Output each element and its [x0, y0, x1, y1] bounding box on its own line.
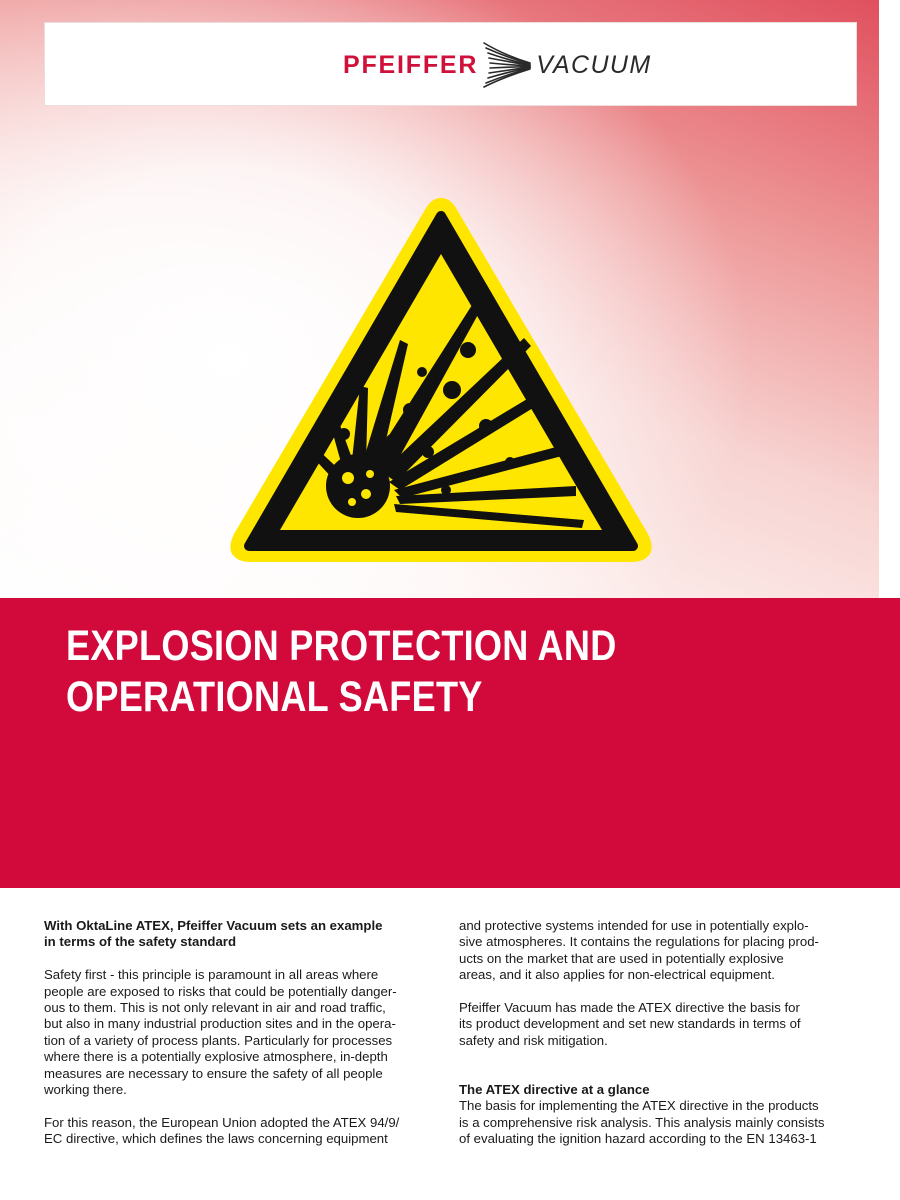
paragraph [44, 1115, 424, 1148]
text-line: is a comprehensive risk analysis. This analysis mainly consists [459, 1114, 825, 1130]
text-line: ous to them. This is not only relevant in air and road traffic, [44, 1000, 386, 1016]
text-line: sive atmospheres. It contains the regulations for placing prod- [459, 934, 819, 950]
logo-swoosh-icon [482, 41, 532, 89]
paragraph [459, 1000, 859, 1049]
text-line: and protective systems intended for use in potentially explo- [459, 918, 809, 933]
title-band [0, 598, 900, 888]
logo-word-vacuum: VACUUM [536, 50, 652, 79]
text-column-left [44, 918, 424, 1148]
pfeiffer-vacuum-logo [343, 41, 652, 89]
text-line: EC directive, which defines the laws concerning equipment [44, 1131, 388, 1147]
heading-line: in terms of the safety standard [44, 934, 236, 950]
heading-line: With OktaLine ATEX, Pfeiffer Vacuum sets an example [44, 918, 383, 933]
text-line: areas, and it also applies for non-electrical equipment. [459, 967, 775, 983]
text-column-right [459, 918, 859, 1148]
text-line: Safety first - this principle is paramount in all areas where [44, 967, 379, 983]
logo-word-pfeiffer: PFEIFFER [343, 50, 479, 79]
paragraph [44, 967, 424, 1098]
section-block [459, 1082, 859, 1148]
intro-heading [44, 918, 424, 951]
text-line: people are exposed to risks that could be potentially danger- [44, 983, 397, 999]
paragraph [459, 918, 859, 984]
text-line: Pfeiffer Vacuum has made the ATEX directive the basis for [459, 1000, 800, 1016]
logo-bar [44, 22, 857, 106]
text-line: but also in many industrial production sites and in the opera- [44, 1016, 396, 1032]
text-line: ucts on the market that are used in potentially explosive [459, 950, 784, 966]
title-line-2: OPERATIONAL SAFETY [66, 673, 483, 721]
text-line: safety and risk mitigation. [459, 1032, 608, 1048]
text-line: For this reason, the European Union adopted the ATEX 94/9/ [44, 1114, 400, 1130]
hero-section [0, 0, 879, 600]
text-line: tion of a variety of process plants. Particularly for processes [44, 1032, 393, 1048]
text-line: The basis for implementing the ATEX directive in the products [459, 1098, 819, 1114]
spacer [459, 1066, 859, 1082]
text-line: its product development and set new standards in terms of [459, 1016, 801, 1032]
section-heading: The ATEX directive at a glance [459, 1082, 650, 1098]
text-line: working there. [44, 1082, 127, 1098]
text-line: of evaluating the ignition hazard according to the EN 13463-1 [459, 1131, 817, 1147]
text-line: measures are necessary to ensure the safety of all people [44, 1065, 383, 1081]
page-title [66, 621, 704, 723]
explosive-hazard-warning-icon [224, 190, 658, 568]
title-line-1: EXPLOSION PROTECTION AND [66, 622, 617, 670]
text-line: where there is a potentially explosive atmosphere, in-depth [44, 1049, 388, 1065]
